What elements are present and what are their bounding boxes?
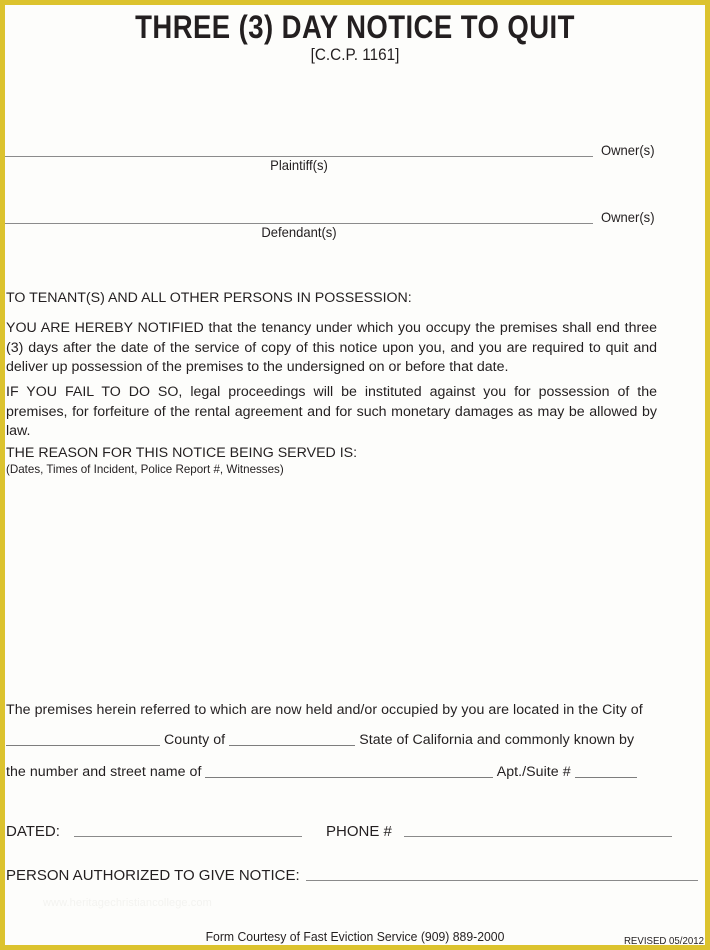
authorized-person-input-line[interactable] xyxy=(306,869,698,881)
footer-credit: Form Courtesy of Fast Eviction Service (909) 889-2000 xyxy=(205,929,505,944)
phone-label: PHONE # xyxy=(326,823,392,840)
reason-hint-text: (Dates, Times of Incident, Police Report #, Witnesses) xyxy=(6,463,284,476)
notified-paragraph: YOU ARE HEREBY NOTIFIED that the tenancy under which you occupy the premises shall end three (3) days after the date of the service of copy of this notice upon you, and you are required to quit and deliver up possession of the premises to the undersigned on or before that date. xyxy=(6,320,657,375)
failure-paragraph: IF YOU FAIL TO DO SO, legal proceedings will be instituted against you for possession of the premises, for forfeiture of the rental agreement and for such monetary damages as may be allowed by law. xyxy=(6,384,657,439)
phone-field xyxy=(326,824,672,839)
page-title: THREE (3) DAY NOTICE TO QUIT xyxy=(135,9,575,45)
page-subtitle-statute: [C.C.P. 1161] xyxy=(310,45,400,64)
footer-revision-date: REVISED 05/2012 xyxy=(623,935,704,947)
watermark-url: www.heritagechristiancollege.com xyxy=(43,897,212,909)
county-label: County of xyxy=(164,732,226,748)
county-input-line[interactable] xyxy=(229,732,355,746)
premises-city-county-line xyxy=(6,731,657,751)
state-text: State of California and commonly known by xyxy=(359,732,635,748)
plaintiff-owner-label: Owner(s) xyxy=(601,142,655,158)
authorized-person-label: PERSON AUTHORIZED TO GIVE NOTICE: xyxy=(6,867,300,884)
dated-field xyxy=(6,824,302,839)
city-input-line[interactable] xyxy=(6,732,160,746)
street-input-line[interactable] xyxy=(205,764,493,778)
plaintiff-label: Plaintiff(s) xyxy=(270,157,328,173)
plaintiff-row xyxy=(5,136,700,173)
authorized-person-field xyxy=(6,868,698,883)
premises-intro-line: The premises herein referred to which are now held and/or occupied by you are located in the City of xyxy=(6,702,643,718)
defendant-owner-label: Owner(s) xyxy=(601,209,655,225)
apt-suite-input-line[interactable] xyxy=(575,764,637,778)
defendant-label: Defendant(s) xyxy=(261,224,337,240)
defendant-row xyxy=(5,203,700,240)
reason-heading: THE REASON FOR THIS NOTICE BEING SERVED IS: xyxy=(6,445,358,461)
phone-input-line[interactable] xyxy=(404,825,672,837)
street-label: the number and street name of xyxy=(6,764,202,780)
apt-suite-label: Apt./Suite # xyxy=(496,764,571,780)
premises-street-line xyxy=(6,763,657,783)
to-tenants-heading: TO TENANT(S) AND ALL OTHER PERSONS IN POSSESSION: xyxy=(6,290,412,306)
dated-label: DATED: xyxy=(6,823,60,840)
dated-input-line[interactable] xyxy=(74,825,302,837)
